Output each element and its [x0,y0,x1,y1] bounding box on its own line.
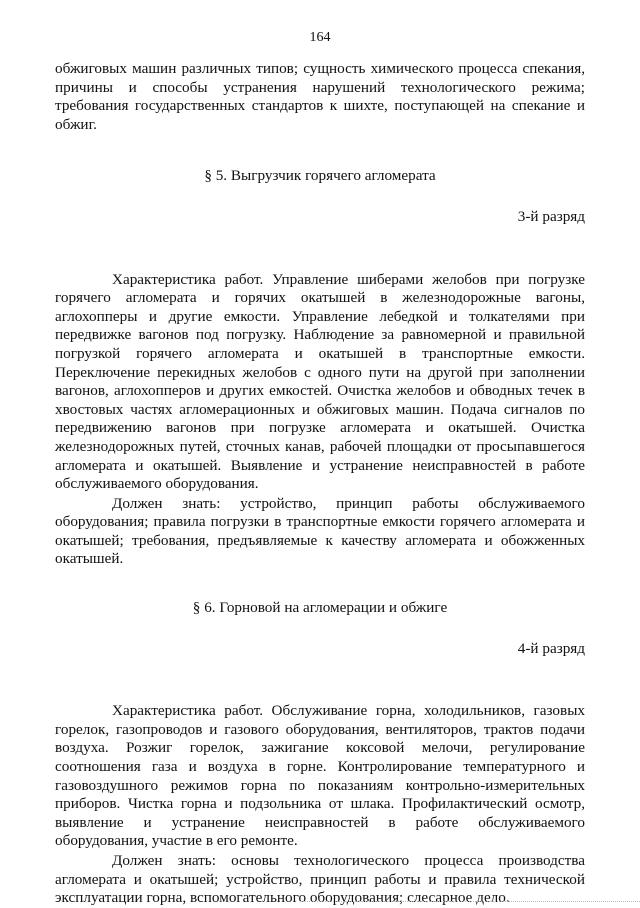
section-knowledge: Должен знать: устройство, принцип работы обслуживаемого оборудования; правила погрузки в транспортные емкости горячего агломерата и окатышей; требования, предъявляемые к качеству агломерата и обожженных окатышей. [55,494,585,568]
document-body [55,60,585,908]
section-characteristics: Характеристика работ. Обслуживание горна, холодильников, газовых горелок, газопроводов и газового оборудования, вентиляторов, трактов подачи воздуха. Розжиг горелок, зажигание коксовой мелочи, регулирование соотношения газа и воздуха в горне. Контролирование температурного и газовоздушного режимов горна по показаниям контрольно-измерительных приборов. Чистка горна и подзольника от шлака. Профилактический осмотр, выявление и устранение неисправностей в работе обслуживаемого оборудования, участие в его ремонте. [55,702,585,850]
intro-paragraph: обжиговых машин различных типов; сущность химического процесса спекания, причины и способы устранения нарушений технологического режима; требования государственных стандартов к шихте, поступающей на спекание и обжиг. [55,60,585,133]
section-title: § 5. Выгрузчик горячего агломерата [204,167,436,185]
section-title: § 6. Горновой на агломерации и обжиге [192,599,448,617]
scan-edge-line [300,901,640,902]
page-number: 164 [309,30,331,45]
section-grade: 4-й разряд [517,639,585,657]
section-knowledge: Должен знать: основы технологического процесса производства агломерата и окатышей; устройство, принцип работы и правила технической эксплуатации горна, вспомогательного оборудования; слесарное дело. [55,852,585,907]
section-grade: 3-й разряд [517,207,585,225]
section-characteristics: Характеристика работ. Управление шиберами желобов при погрузке горячего агломерата и горячих окатышей в железнодорожные вагоны, аглохопперы и другие емкости. Управление лебедкой и толкателями при передвижке вагонов под погрузку. Наблюдение за равномерной и правильной погрузкой горячего агломерата и окатышей в транспортные емкости. Переключение перекидных желобов с одного пути на другой при заполнении вагонов, аглохопперов и других емкостей. Очистка желобов и обводных течек в хвостовых частях агломерационных и обжиговых машин. Подача сигналов по передвижению вагонов при погрузке агломерата и окатышей. Очистка железнодорожных путей, сточных канав, рабочей площадки от просыпавшегося агломерата и окатышей. Выявление и устранение неисправностей в работе обслуживаемого оборудования. [55,270,585,493]
